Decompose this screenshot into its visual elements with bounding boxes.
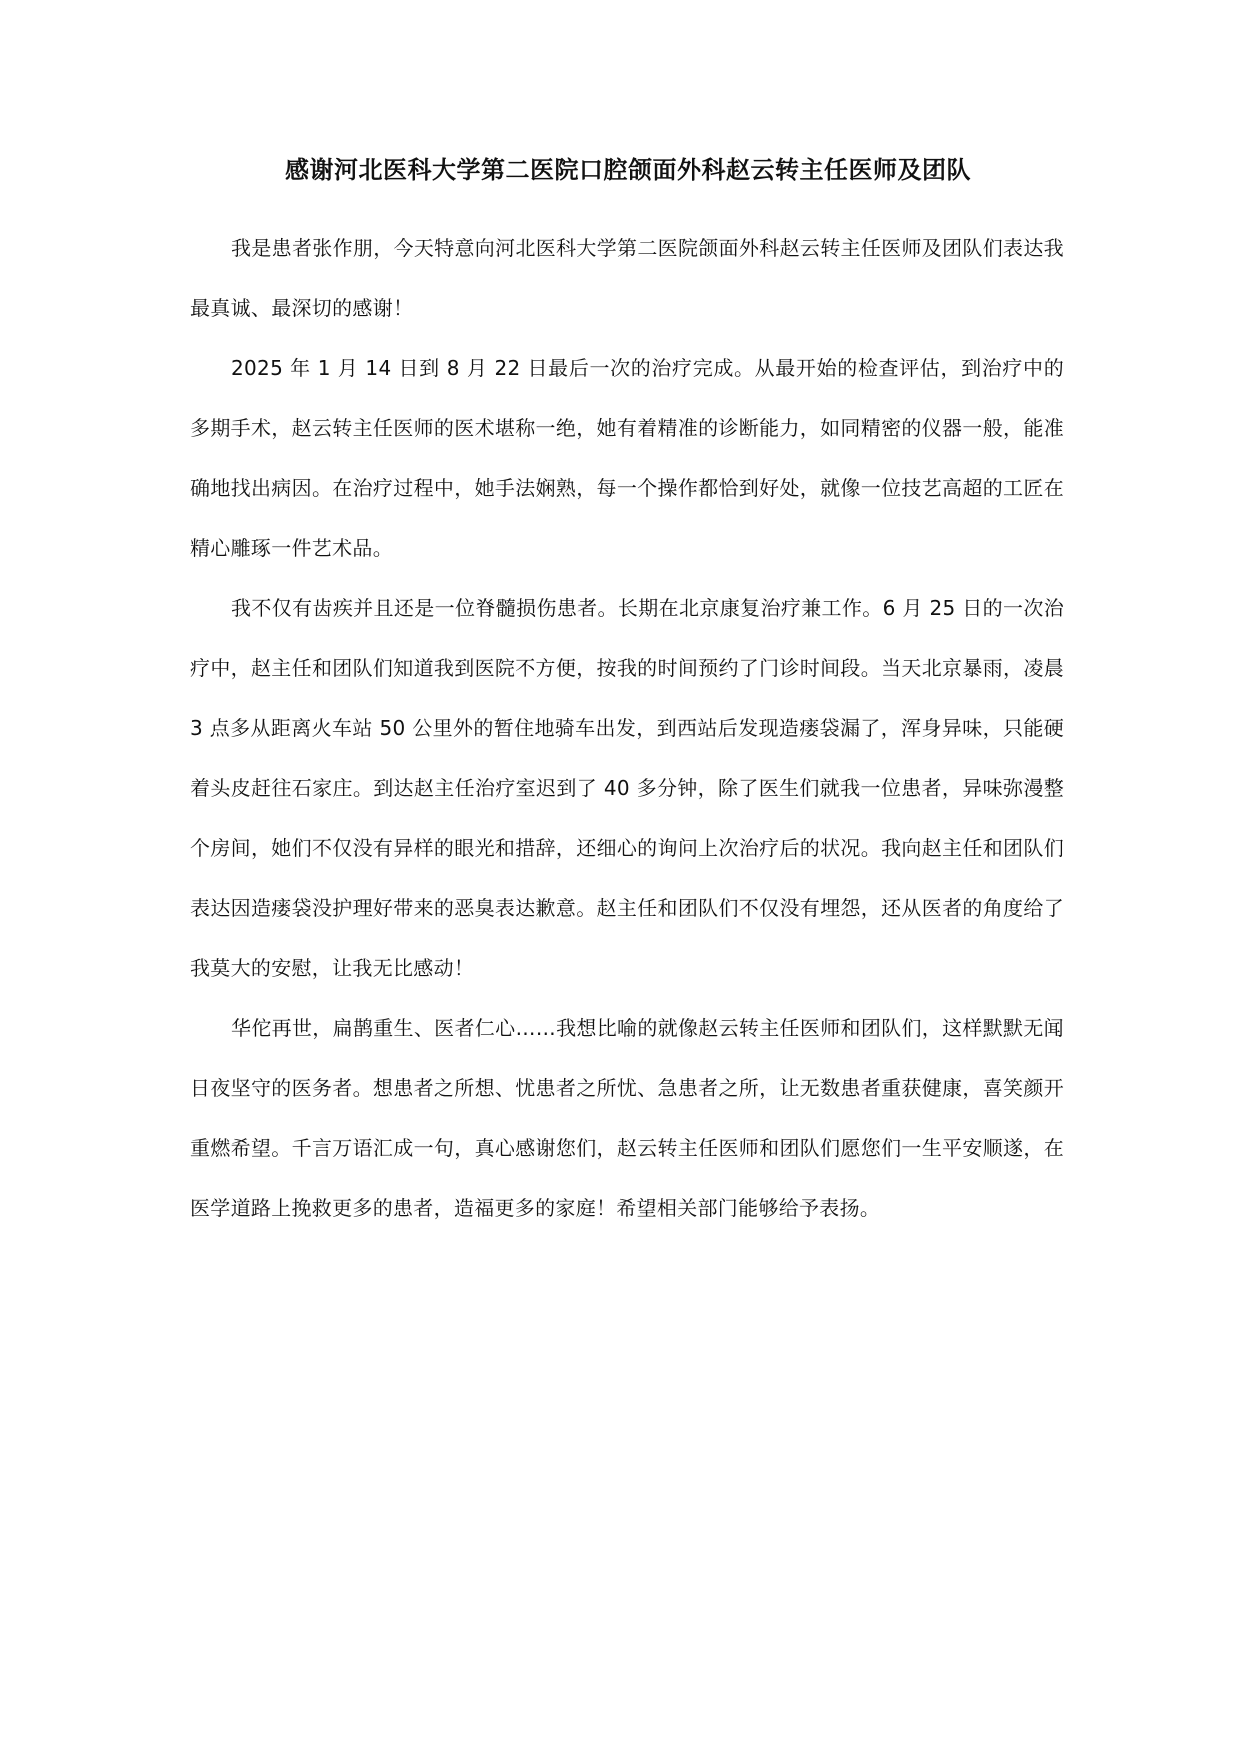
document-title: 感谢河北医科大学第二医院口腔颌面外科赵云转主任医师及团队 [285, 156, 971, 184]
paragraph-1: 我是患者张作朋，今天特意向河北医科大学第二医院颌面外科赵云转主任医师及团队们表达我最真诚、最深切的感谢！ [190, 236, 1064, 320]
paragraph-3: 我不仅有齿疾并且还是一位脊髓损伤患者。长期在北京康复治疗兼工作。6 月 25 日的一次治疗中，赵主任和团队们知道我到医院不方便，按我的时间预约了门诊时间段。当天北京暴雨，凌晨 3 点多从距离火车站 50 公里外的暂住地骑车出发，到西站后发现造瘘袋漏了，浑身异味，只能硬着头皮赶往石家庄。到达赵主任治疗室迟到了 40 多分钟，除了医生们就我一位患者，异味弥漫整个房间，她们不仅没有异样的眼光和措辞，还细心的询问上次治疗后的状况。我向赵主任和团队们表达因造瘘袋没护理好带来的恶臭表达歉意。赵主任和团队们不仅没有埋怨，还从医者的角度给了我莫大的安慰，让我无比感动！ [190, 596, 1064, 980]
paragraph-2: 2025 年 1 月 14 日到 8 月 22 日最后一次的治疗完成。从最开始的检查评估，到治疗中的多期手术，赵云转主任医师的医术堪称一绝，她有着精准的诊断能力，如同精密的仪器一般，能准确地找出病因。在治疗过程中，她手法娴熟，每一个操作都恰到好处，就像一位技艺高超的工匠在精心雕琢一件艺术品。 [190, 356, 1064, 560]
paragraph-4: 华佗再世，扁鹊重生、医者仁心……我想比喻的就像赵云转主任医师和团队们，这样默默无闻日夜坚守的医务者。想患者之所想、忧患者之所忧、急患者之所，让无数患者重获健康，喜笑颜开重燃希望。千言万语汇成一句，真心感谢您们，赵云转主任医师和团队们愿您们一生平安顺遂，在医学道路上挽救更多的患者，造福更多的家庭！希望相关部门能够给予表扬。 [190, 1016, 1064, 1220]
document-body [190, 218, 1064, 1238]
